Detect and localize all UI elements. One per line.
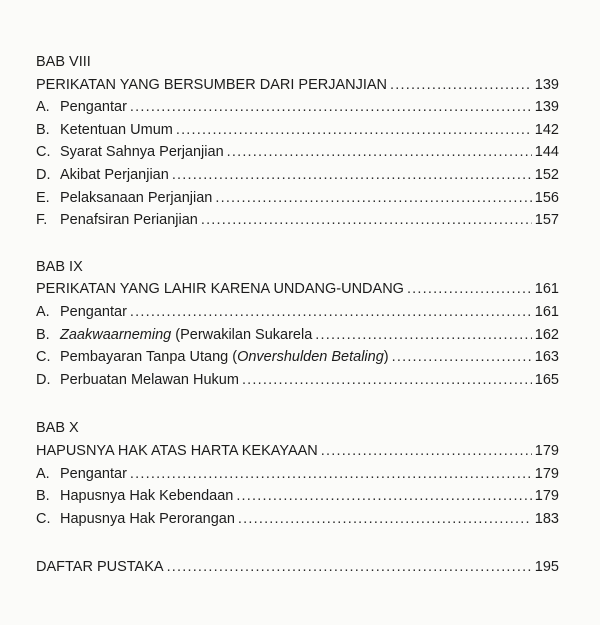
toc-entry [36,369,559,392]
toc-entry [36,301,559,324]
entry-text: Pengantar [60,99,127,116]
bibliography-entry [36,556,559,579]
entry-letter: C. [36,144,51,161]
entry-text: Ketentuan Umum [60,121,173,138]
page-number: 161 [534,281,559,298]
entry-letter: B. [36,488,50,505]
section-spacer [36,391,559,417]
toc-entry [36,463,559,486]
page-number: 142 [534,121,559,138]
page-number: 179 [534,488,559,505]
entry-letter: C. [36,510,51,527]
entry-text: Perbuatan Melawan Hukum [60,371,239,388]
chapter-title-ix [36,278,559,301]
entry-text: Penafsiran Perianjian [60,212,198,229]
entry-text-italic: Zaakwaarneming [60,326,172,343]
dot-leader [176,119,532,142]
page-number: 144 [534,144,559,161]
dot-leader [172,164,532,187]
dot-leader [321,440,532,463]
entry-letter: B. [36,326,50,343]
toc-entry [36,141,559,164]
entry-letter: F. [36,212,48,229]
chapter-label-viii: BAB VIII [36,54,91,70]
dot-leader [390,74,532,97]
entry-text: Hapusnya Hak Kebendaan [60,488,234,505]
page-number: 163 [534,349,559,366]
entry-letter: B. [36,121,50,138]
toc-entry [36,187,559,210]
table-of-contents [36,51,559,579]
entry-letter: E. [36,189,50,206]
page-number: 162 [534,326,559,343]
toc-entry [36,324,559,347]
entry-text: Pengantar [60,303,127,320]
entry-text: Syarat Sahnya Perjanjian [60,144,224,161]
dot-leader [201,209,532,232]
toc-entry [36,96,559,119]
section-spacer [36,530,559,556]
entry-letter: C. [36,349,51,366]
page-number: 139 [534,76,559,93]
entry-letter: D. [36,371,51,388]
entry-letter: D. [36,166,51,183]
entry-text [60,346,389,369]
chapter-label-ix: BAB IX [36,258,83,275]
page-number: 157 [534,212,559,229]
dot-leader [130,463,532,486]
bibliography-title: DAFTAR PUSTAKA [36,559,164,576]
entry-text: Hapusnya Hak Perorangan [60,510,235,527]
chapter-title-text: PERIKATAN YANG LAHIR KARENA UNDANG-UNDANG [36,281,404,298]
dot-leader [407,278,532,301]
dot-leader [242,369,532,392]
entry-letter: A. [36,99,50,116]
dot-leader [392,346,532,369]
page-number: 139 [534,99,559,116]
page-number: 156 [534,189,559,206]
toc-entry [36,346,559,369]
chapter-label-x: BAB X [36,420,79,437]
page-number: 152 [534,166,559,183]
page-number: 195 [534,559,559,576]
entry-text-italic: Onvershulden Betaling [237,349,384,366]
chapter-title-x [36,440,559,463]
entry-letter: A. [36,465,50,482]
page-number: 161 [534,303,559,320]
chapter-title-text: PERIKATAN YANG BERSUMBER DARI PERJANJIAN [36,76,388,93]
dot-leader [167,556,532,579]
dot-leader [215,187,531,210]
entry-text: Pelaksanaan Perjanjian [60,189,213,206]
chapter-title-text: HAPUSNYA HAK ATAS HARTA KEKAYAAN [36,442,318,459]
page-number: 165 [534,371,559,388]
entry-text: Pengantar [60,465,127,482]
dot-leader [315,324,532,347]
page-number: 179 [534,442,559,459]
toc-entry [36,508,559,531]
entry-text-plain: Pembayaran Tanpa Utang ( [60,349,238,366]
toc-entry [36,119,559,142]
dot-leader [227,141,532,164]
toc-entry [36,209,559,232]
dot-leader [236,485,531,508]
section-spacer [36,232,559,256]
entry-letter: A. [36,303,50,320]
dot-leader [238,508,532,531]
entry-text-suffix: ) [383,349,389,366]
chapter-title-viii [36,74,559,97]
dot-leader [130,301,532,324]
toc-entry [36,164,559,187]
entry-text [60,324,312,347]
entry-text: Akibat Perjanjian [60,166,169,183]
entry-text-plain: (Perwakilan Sukarela [171,326,313,343]
toc-entry [36,485,559,508]
page-number: 179 [534,465,559,482]
page-number: 183 [534,510,559,527]
dot-leader [130,96,532,119]
